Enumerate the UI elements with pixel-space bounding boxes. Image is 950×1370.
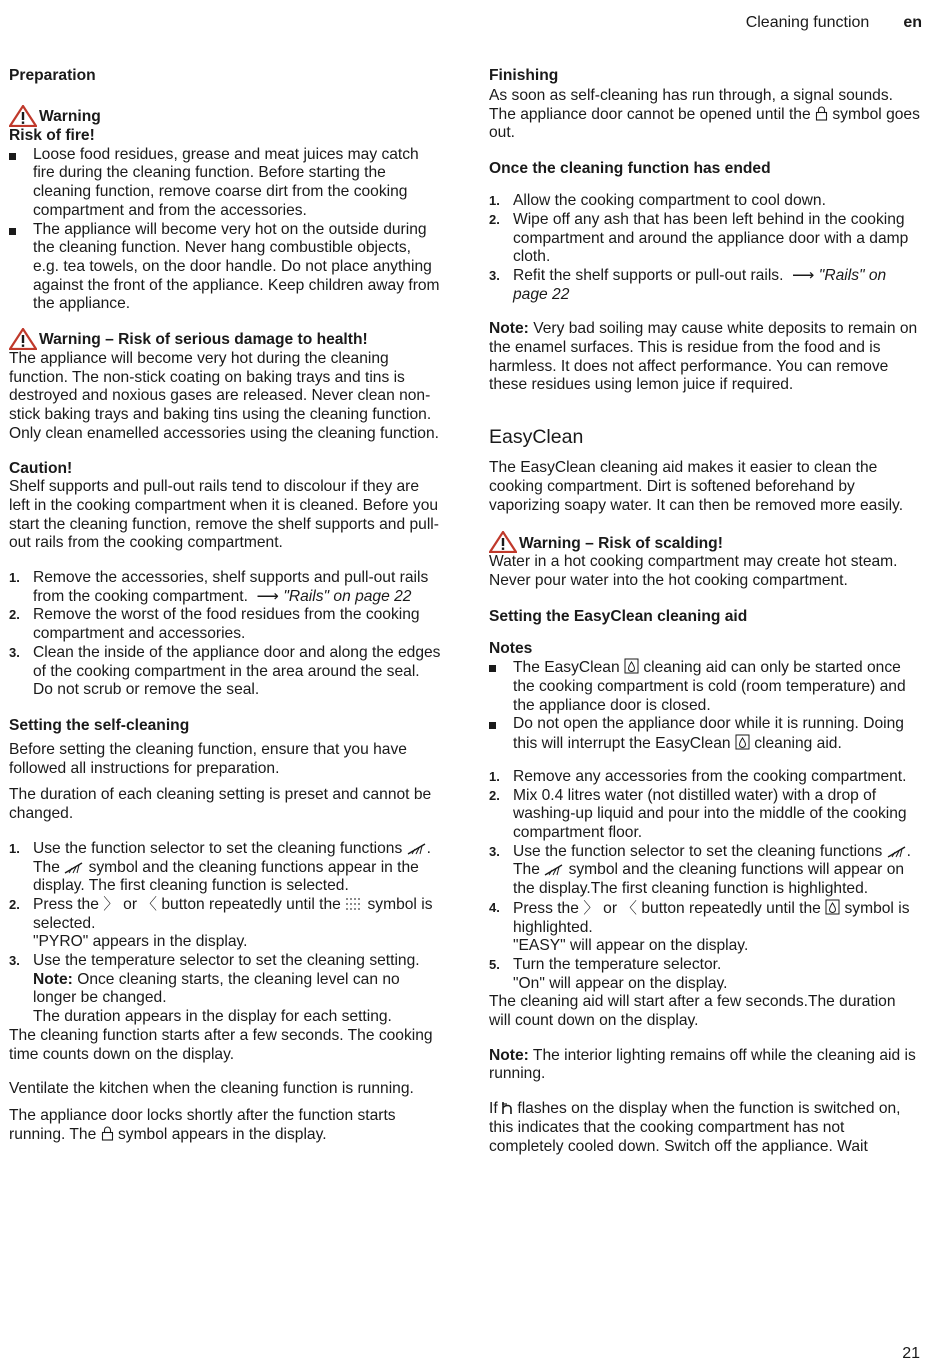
chevron-left-icon: 〈 <box>141 895 157 913</box>
easyclean-icon <box>624 658 639 674</box>
notes-list <box>489 658 921 754</box>
list-item: The EasyClean cleaning aid can only be started once the cooking compartment is cold (room temperature) and the appliance door is closed. <box>489 658 921 715</box>
list-item: 3. Refit the shelf supports or pull-out rails. ⟶ "Rails" on page 22 <box>489 266 887 303</box>
list-item: 2. Remove the worst of the food residues from the cooking compartment and accessories. <box>9 606 420 643</box>
paragraph: The appliance door locks shortly after the function starts running. The symbol appears in the display. <box>9 1106 396 1143</box>
warning-scalding-text: Water in a hot cooking compartment may create hot steam. Never pour water into the hot cooking compartment. <box>489 553 898 589</box>
right-column <box>489 66 921 1164</box>
setting-easyclean-heading: Setting the EasyClean cleaning aid <box>489 607 748 625</box>
caution-label: Caution! <box>9 459 73 477</box>
hot-indicator-icon <box>502 1101 513 1115</box>
warning-fire-subtitle: Risk of fire! <box>9 127 95 144</box>
cleaning-function-icon <box>64 860 84 874</box>
list-item: Loose food residues, grease and meat juices may catch fire during the cleaning function. Before starting the cleaning function, remove coarse dirt from the cooking compartment and from the accessories. <box>9 146 441 221</box>
lock-icon <box>101 1126 114 1141</box>
cross-reference-link[interactable]: "Rails" on page 22 <box>513 266 887 303</box>
list-item: 2. Press the 〉 or 〈 button repeatedly until the symbol is selected. "PYRO" appears in the display. <box>9 895 433 951</box>
page-header <box>746 14 922 33</box>
warning-scalding: Warning – Risk of scalding! <box>489 531 921 553</box>
section-title: Cleaning function <box>745 14 870 31</box>
paragraph: The duration of each cleaning setting is preset and cannot be changed. <box>9 786 432 823</box>
ended-steps <box>489 192 921 304</box>
list-item: 1. Allow the cooking compartment to cool down. <box>489 192 826 210</box>
paragraph: The EasyClean cleaning aid makes it easier to clean the cooking compartment. Dirt is softened beforehand by vaporizing soapy water. It can then be removed more easily. <box>489 459 904 514</box>
list-item: 5. Turn the temperature selector. "On" will appear on the display. <box>489 955 728 992</box>
finishing-heading: Finishing <box>489 67 559 84</box>
warning-triangle-icon <box>9 328 37 350</box>
caution-text: Shelf supports and pull-out rails tend to discolour if they are left in the cooking compartment when it is cleaned. Before you start the cleaning function, remove the shelf supports and pull-out rails from the cooking compartment. <box>9 478 439 552</box>
warning-triangle-icon <box>489 531 517 553</box>
list-item: 1. Use the function selector to set the cleaning functions . The symbol and the cleaning functions appear in the display. The first cleaning function is selected. <box>9 839 431 895</box>
list-item: Do not open the appliance door while it is running. Doing this will interrupt the EasyClean cleaning aid. <box>489 715 921 753</box>
paragraph: Before setting the cleaning function, ensure that you have followed all instructions for preparation. <box>9 740 407 777</box>
self-cleaning-steps <box>9 840 441 1027</box>
language-code: en <box>903 14 922 31</box>
list-item: 3. Clean the inside of the appliance door and along the edges of the cooking compartment in the area around the seal. Do not scrub or remove the seal. <box>9 643 441 699</box>
page-number: 21 <box>902 1345 920 1363</box>
warning-health-text: The appliance will become very hot during the cleaning function. The non-stick coating on baking trays and tins is destroyed and noxious gases are released. Never clean non-stick baking trays and baking tins using the cleaning function. Only clean enamelled accessories using the cleaning function. <box>9 350 439 442</box>
list-item: 3. Use the temperature selector to set the cleaning setting. Note: Once cleaning starts, the cleaning level can no longer be changed. The duration appears in the display for each setting. <box>9 952 420 1026</box>
easyclean-icon <box>825 899 840 915</box>
list-item: 3. Use the function selector to set the cleaning functions . The symbol and the cleaning functions will appear on the display.The first cleaning function is highlighted. <box>489 842 911 898</box>
note-paragraph: Note: Very bad soiling may cause white deposits to remain on the enamel surfaces. This is residue from the food and is harmless. It does not affect performance. You can remove these residues using lemon juice if required. <box>489 320 918 394</box>
list-item: 2. Mix 0.4 litres water (not distilled water) with a drop of washing-up liquid and pour into the middle of the cooking compartment floor. <box>489 786 907 841</box>
chevron-right-icon: 〉 <box>103 895 119 913</box>
easyclean-heading: EasyClean <box>489 426 584 449</box>
cross-reference-link[interactable]: "Rails" on page 22 <box>283 587 412 605</box>
paragraph: The cleaning function starts after a few seconds. The cooking time counts down on the display. <box>9 1026 433 1063</box>
easyclean-icon <box>735 734 750 750</box>
note-paragraph: Note: The interior lighting remains off while the cleaning aid is running. <box>489 1046 916 1083</box>
pyrolysis-icon <box>345 897 363 911</box>
list-item: The appliance will become very hot on the outside during the cleaning function. Never hang combustible objects, e.g. tea towels, on the door handle. Do not place anything against the front of the appliance. Keep children away from the appliance. <box>9 221 441 315</box>
left-column <box>9 66 441 1152</box>
list-item: 4. Press the 〉 or 〈 button repeatedly until the symbol is highlighted. "EASY" will appear on the display. <box>489 899 910 955</box>
warning-triangle-icon <box>9 105 37 127</box>
list-item: 1. Remove the accessories, shelf supports and pull-out rails from the cooking compartment. ⟶ "Rails" on page 22 <box>9 569 429 605</box>
warning-health: Warning – Risk of serious damage to health! <box>9 328 441 350</box>
paragraph: As soon as self-cleaning has run through, a signal sounds. The appliance door cannot be opened until the symbol goes out. <box>489 87 920 142</box>
preparation-heading: Preparation <box>9 67 96 84</box>
paragraph: If flashes on the display when the function is switched on, this indicates that the cooking compartment has not completely cooled down. Switch off the appliance. Wait <box>489 1100 901 1155</box>
cleaning-function-icon <box>887 844 907 858</box>
cleaning-function-icon <box>407 841 427 855</box>
chevron-right-icon: 〉 <box>583 899 599 917</box>
easyclean-steps <box>489 768 921 993</box>
chevron-left-icon: 〈 <box>621 899 637 917</box>
list-item: 2. Wipe off any ash that has been left behind in the cooking compartment and around the appliance door with a damp cloth. <box>489 210 909 266</box>
ended-heading: Once the cleaning function has ended <box>489 160 771 178</box>
paragraph: The cleaning aid will start after a few seconds.The duration will count down on the display. <box>489 993 896 1030</box>
lock-icon <box>815 106 828 121</box>
cleaning-function-icon <box>544 862 564 876</box>
list-item: 1. Remove any accessories from the cooking compartment. <box>489 767 907 785</box>
notes-heading: Notes <box>489 639 533 657</box>
warning-fire: Warning <box>9 105 441 127</box>
self-cleaning-heading: Setting the self-cleaning <box>9 716 190 734</box>
preparation-steps <box>9 569 441 700</box>
paragraph: Ventilate the kitchen when the cleaning function is running. <box>9 1080 414 1098</box>
warning-fire-list <box>9 146 441 314</box>
